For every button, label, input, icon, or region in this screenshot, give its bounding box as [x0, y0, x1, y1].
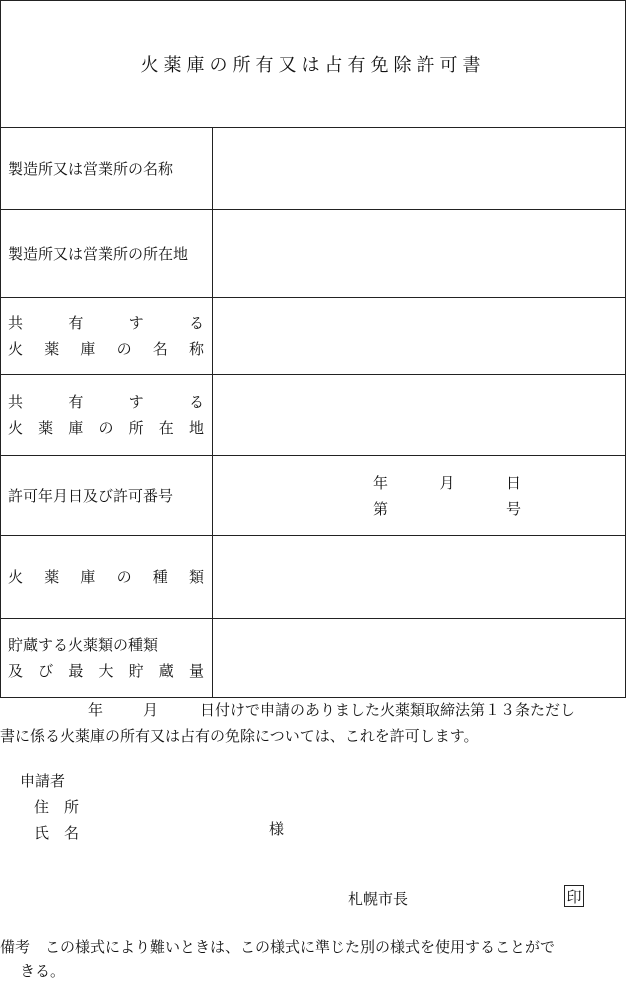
title-box [1, 1, 625, 128]
label-line-1 [8, 564, 212, 590]
char: 在 [158, 419, 174, 437]
char: 大 [98, 662, 114, 680]
month-label: 月 [439, 474, 455, 492]
label-text: 許可年月日及び許可番号 [8, 487, 174, 505]
label-line-2 [8, 415, 212, 441]
remarks-prefix: 備考 [0, 938, 31, 956]
field-storage-kinds-max[interactable] [213, 619, 625, 697]
seal-box: 印 [564, 885, 584, 907]
page-title: 火薬庫の所有又は占有免除許可書 [140, 55, 486, 76]
label-shared-magazine-name [1, 298, 213, 374]
statement-year: 年 [88, 701, 104, 719]
row-magazine-type [1, 536, 625, 619]
label-facility-location [1, 210, 213, 297]
char: 薬 [44, 340, 60, 358]
statement-rest: 日付けで申請のありました火薬類取締法第１３条ただし [200, 701, 576, 719]
char: 有 [68, 314, 84, 332]
char: 種 [152, 568, 168, 586]
char: 共 [8, 314, 24, 332]
field-magazine-type[interactable] [213, 536, 625, 618]
char: す [128, 314, 144, 332]
remarks-line-2: きる。 [20, 962, 66, 980]
number-suffix: 号 [505, 500, 521, 518]
char: 庫 [80, 340, 96, 358]
char: の [116, 568, 132, 586]
char: す [128, 393, 144, 411]
row-shared-magazine-name [1, 298, 625, 375]
address-label: 住 所 [34, 798, 80, 816]
char: 貯 [128, 662, 144, 680]
char: 有 [68, 393, 84, 411]
label-text: 製造所又は営業所の所在地 [8, 245, 189, 263]
number-line [373, 496, 521, 522]
date-line [373, 470, 521, 496]
label-line-1 [8, 389, 212, 415]
permit-statement [0, 697, 624, 749]
char: の [98, 419, 114, 437]
statement-line-2: 書に係る火薬庫の所有又は占有の免除については、これを許可します。 [0, 727, 479, 745]
applicant-heading: 申請者 [20, 772, 66, 790]
label-line-2 [8, 658, 212, 684]
char: の [116, 340, 132, 358]
label-line-1 [8, 310, 212, 336]
statement-line-1 [0, 697, 624, 723]
label-shared-magazine-location [1, 375, 213, 455]
label-text: 製造所又は営業所の名称 [8, 160, 174, 178]
char: 火 [8, 419, 24, 437]
char: 庫 [68, 419, 84, 437]
remarks [0, 935, 624, 983]
char: 火 [8, 340, 24, 358]
char: び [38, 662, 54, 680]
issuer-title: 札幌市長 [348, 890, 409, 908]
char: 地 [188, 419, 204, 437]
name-label: 氏 名 [34, 824, 80, 842]
field-shared-magazine-location[interactable] [213, 375, 625, 455]
remarks-text: この様式により難いときは、この様式に準じた別の様式を使用することがで [30, 938, 556, 956]
char: 蔵 [158, 662, 174, 680]
char: 共 [8, 393, 24, 411]
char: 類 [188, 568, 204, 586]
label-storage-kinds-max [1, 619, 213, 697]
year-label: 年 [373, 474, 389, 492]
char: 薬 [38, 419, 54, 437]
label-line-2 [8, 336, 212, 362]
label-permit-date-number [1, 456, 213, 535]
row-storage-kinds-max [1, 619, 625, 698]
char: る [188, 314, 204, 332]
field-facility-name[interactable] [213, 128, 625, 209]
row-permit-date-number [1, 456, 625, 536]
field-permit-date-number[interactable] [213, 456, 625, 535]
number-prefix: 第 [373, 500, 389, 518]
char: 量 [188, 662, 204, 680]
field-shared-magazine-name[interactable] [213, 298, 625, 374]
label-line-1: 貯蔵する火薬類の種類 [8, 636, 159, 654]
row-facility-location [1, 210, 625, 298]
remarks-line-1 [0, 935, 624, 959]
statement-month: 月 [143, 701, 159, 719]
row-shared-magazine-location [1, 375, 625, 456]
char: 最 [68, 662, 84, 680]
label-facility-name [1, 128, 213, 209]
label-magazine-type [1, 536, 213, 618]
char: 薬 [44, 568, 60, 586]
char: 称 [188, 340, 204, 358]
char: 火 [8, 568, 24, 586]
honorific: 様 [269, 820, 285, 838]
char: 名 [152, 340, 168, 358]
applicant-block [20, 768, 79, 846]
char: る [188, 393, 204, 411]
char: 庫 [80, 568, 96, 586]
char: 及 [8, 662, 24, 680]
date-number-block [373, 470, 521, 522]
char: 所 [128, 419, 144, 437]
row-facility-name [1, 128, 625, 210]
day-label: 日 [505, 474, 521, 492]
field-facility-location[interactable] [213, 210, 625, 297]
